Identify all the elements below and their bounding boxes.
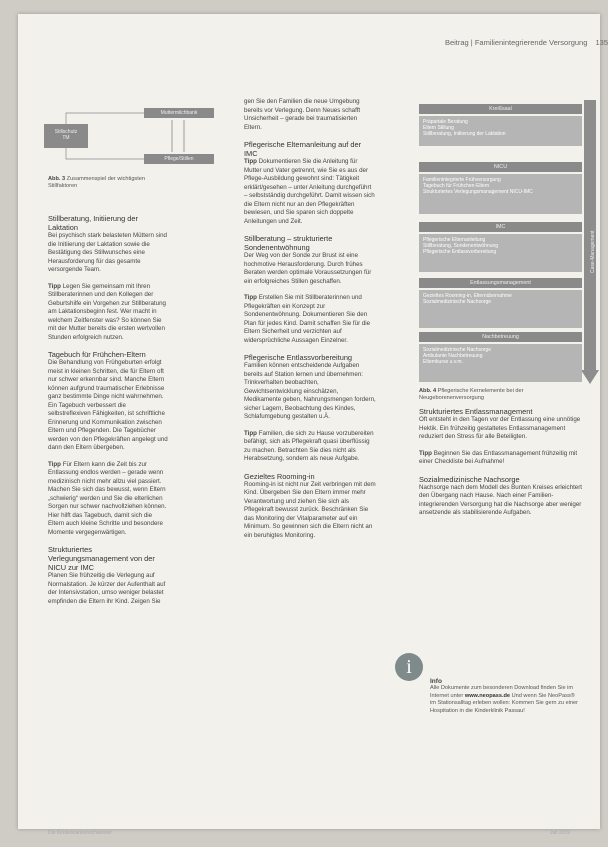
arrow-label: Case-Management xyxy=(590,230,596,273)
footer-right: Juli 2019 xyxy=(549,830,570,836)
tip-text: Familien, die sich zu Hause vorzubereiten befähigt, sich als Pflegekraft quasi überflüssig zu machen. Betrachten Sie dies nicht als Herabsetzung, sondern als neue Aufgabe. xyxy=(244,429,374,462)
tip-label: Tipp xyxy=(244,294,257,301)
heading-entlassvorbereitung: Pflegerische Entlassvorbereitung xyxy=(244,353,353,362)
stage-body xyxy=(419,290,582,328)
heading-elternanleitung: Pflegerische Elternanleitung auf der IMC xyxy=(244,140,362,158)
stage-text: Sozialmedizinische Nachsorge Ambulante Nachbetreuung Elternkurse u.v.m. xyxy=(423,347,492,366)
heading-rooming-in: Gezieltes Rooming-in xyxy=(244,471,315,481)
diagram-box-bottom: Pflege/Stillen xyxy=(144,154,214,164)
diagram-connectors xyxy=(44,98,224,168)
running-head xyxy=(318,38,608,47)
running-head-title: Beitrag | Familienintegrierende Versorgung xyxy=(444,38,588,47)
tip-label: Tipp xyxy=(419,449,432,457)
tip-text: Für Eltern kann die Zeit bis zur Entlassung endlos werden – gerade wenn medizinisch nicht mehr allzu viel passiert. Machen Sie sich das bewusst, wenn Eltern „schwierig“ werden und Sie die elterlichen Sorgen nur schwer nachvollziehen können. Hier hilft das Tagebuch, damit sich die Eltern auch kleine Schritte und besondere Momente vergegenwärtigen. xyxy=(48,460,167,536)
heading-tagebuch: Tagebuch für Frühchen-Eltern xyxy=(48,350,146,359)
stage-body xyxy=(419,174,582,214)
paragraph: gen Sie den Familien die neue Umgebung bereits vor Verlegung. Denn Neues schafft Unsicherheit – gerade bei traumatisierten Eltern. xyxy=(244,98,361,131)
stage-title: Entlassungsmanagement xyxy=(419,278,582,288)
paragraph: Familien können entscheidende Aufgaben bereits auf Station lernen und übernehmen: Trinkverhalten beobachten, Gewichtsentwicklung einschätzen, Medikamente geben, Nahrungsmengen fordern, sicher Lagern, Beobachtung des Kindes, Schlafumgebung gestalten u.Ä. xyxy=(244,362,376,420)
stage-body xyxy=(419,344,582,382)
page-number: 135 xyxy=(595,38,608,47)
info-title: Info xyxy=(430,678,442,685)
tip-label: Tipp xyxy=(244,158,257,165)
stage-body xyxy=(419,234,582,272)
paragraph: Nachsorge nach dem Modell des Bunten Kreises erleichtert den Übergang nach Hause. Nach einer Familien-integrierenden Versorgung hat die Nachsorge aber weniger ansetzende als stabilisierende Aufgaben. xyxy=(419,483,583,516)
paragraph: Die Behandlung von Frühgeburten erfolgt meist in kleinen Schritten, die für Eltern oft nur schwer erkennbar sind. Manche Eltern können aufgrund traumatischer Erlebnisse ganz bestimmte Dinge nicht wahrnehmen. Ein Tagebuch verbessert die selbstreflexiven Fähigkeiten, ist schriftliche Erinnerung und Kommunikation zwischen Eltern und Pflegenden. Die Tagebücher werden von den Pflegekräften angelegt und dann den Eltern übergeben. xyxy=(48,359,168,451)
stage-text: Pflegerische Elternanleitung Stillberatung, Sondenentwöhnung Pflegerische Entlassvorbereitung xyxy=(423,237,499,256)
stillfaktoren-diagram xyxy=(44,98,224,168)
paragraph: Rooming-in ist nicht nur Zeit verbringen mit dem Kind. Übergeben Sie den Eltern immer mehr Verantwortung und ziehen Sie sich als Pflegekraft bewusst zurück. Beschränken Sie das Monitoring der Vitalparameter auf ein Minimum. So gewinnen sich die Eltern nicht an ein beruhigtes Monitoring. xyxy=(244,480,376,539)
heading-nachsorge: Sozialmedizinische Nachsorge xyxy=(419,474,520,484)
tip-text: Legen Sie gemeinsam mit Ihren Stillberaterinnen und den Kollegen der Geburtshilfe ein Vorgehen zur Stillberatung am Laktationsbeginn fest. Wer macht in welchem Zeitfenster was? So können Sie mit der Mutter bereits die ersten wertvollen Stunden erfolgreich nutzen. xyxy=(48,282,166,341)
tip-label: Tipp xyxy=(48,282,61,290)
info-text: Alle Dokumente zum besonderen Download finden Sie im Internet unter xyxy=(430,685,574,699)
paragraph: Oft entsteht in den Tagen vor der Entlassung eine unnötige Hektik. Ein frühzeitig gestaltetes Entlassmanagement reduziert den Stress für alle Beteiligten. xyxy=(419,416,581,440)
figure-4-label: Abb. 4 xyxy=(419,388,437,394)
tip-text: Beginnen Sie das Entlassmanagement frühzeitig mit einer Checkliste bei Aufnahme! xyxy=(419,449,578,465)
tip-label: Tipp xyxy=(244,429,257,437)
case-management-flow xyxy=(419,98,597,383)
figure-4-caption xyxy=(419,388,589,402)
stage-title: Nachbetreuung xyxy=(419,332,582,342)
stage-text: Gezieltes Rooming-in, Elternübernahme Sozialmedizinische Nachsorge xyxy=(423,293,512,306)
info-url[interactable]: www.neopass.de xyxy=(464,692,511,699)
paragraph: Bei psychisch stark belasteten Müttern sind die Initiierung der Laktation sowie die Bestätigung des Stillwunsches eine Herausforderung für das gesamte versorgende Team. xyxy=(48,232,167,273)
diagram-box-top: Muttermilchbank xyxy=(144,108,214,118)
stage-title: IMC xyxy=(419,222,582,232)
heading-stillberatung: Stillberatung, Initiierung der Laktation xyxy=(48,214,138,232)
tip-label: Tipp xyxy=(48,460,61,468)
footer-left: Die Kinderkrankenschwester xyxy=(48,830,112,836)
info-box xyxy=(430,678,580,715)
column-1 xyxy=(48,214,168,614)
tip xyxy=(244,158,376,226)
tip-text: Dokumentieren Sie die Anleitung für Mutter und Vater getrennt, wie Sie es aus der Pflege-Ausbildung gewohnt sind: Tätigkeit erklärt/gesehen – unter Anleitung durchgeführt – selbstständig durchgeführt. Damit wissen sich die Eltern nicht nur an den Pflegekräften bewiesen, und Sie sparen sich doppelte Anleitungen und Zeit. xyxy=(244,158,375,225)
arrow-head-icon xyxy=(581,370,599,384)
diagram-box-left-line2: TM xyxy=(62,135,70,141)
heading-verlegungsmanagement: Strukturiertes Verlegungsmanagement von der NICU zur IMC xyxy=(48,545,155,572)
tip-text: Erstellen Sie mit Stillberaterinnen und Pflegekräften ein Konzept zur Sondenentwöhnung. Dokumentieren Sie den Plan für jedes Kind. Damit schaffen Sie für die Eltern Sicherheit und verzichten auf widersprüchliche Aussagen Einzelner. xyxy=(244,294,371,344)
heading-sondenentwoehnung: Stillberatung – strukturierte Sondenentwöhnung xyxy=(244,234,333,252)
stage-text: Präpartale Beratung Eltern Stillung Stillberatung, Initiierung der Laktation xyxy=(423,119,506,138)
paragraph: Planen Sie frühzeitig die Verlegung auf Normalstation. Je kürzer der Aufenthalt auf der Intensivstation, umso weniger belastet empfinden die Eltern ihr Kind. Zeigen Sie xyxy=(48,572,166,605)
figure-3-caption xyxy=(48,176,168,190)
document-page xyxy=(18,14,608,836)
tip xyxy=(244,430,376,464)
stage-text: Familienintegrierte Frühversorgung Tagebuch für Frühchen-Eltern Strukturiertes Verlegungsmanagement NICU-IMC xyxy=(423,177,533,196)
stage-title: Kreißsaal xyxy=(419,104,582,114)
figure-4-text: Pflegerische Kernelemente bei der Neugeborenenversorgung xyxy=(419,388,524,401)
figure-3-text: Zusammenspiel der wichtigsten Stillfaktoren xyxy=(48,176,146,189)
info-text-2: Und wenn Sie NeoPass® im Stationsalltag erleben wollen: Kommen Sie gern zu einer Hospitation in die Kinderklinik Passau! xyxy=(430,692,579,714)
column-2 xyxy=(244,98,376,548)
tip xyxy=(244,294,376,345)
heading-entlassmanagement: Strukturiertes Entlassmanagement xyxy=(419,407,533,416)
column-3 xyxy=(419,407,589,526)
stage-title: NICU xyxy=(419,162,582,172)
diagram-box-left-line1: Stillschutz xyxy=(54,129,78,135)
tip xyxy=(48,461,168,538)
tip xyxy=(419,450,589,467)
figure-3-label: Abb. 3 xyxy=(48,176,66,182)
tip xyxy=(48,283,168,343)
stage-body xyxy=(419,116,582,146)
paragraph: Der Weg von der Sonde zur Brust ist eine hochmotive Herausforderung. Durch frühes Beraten werden optimale Voraussetzungen für ein erfolgreiches Stillen geschaffen. xyxy=(244,252,372,285)
info-icon: i xyxy=(395,653,423,681)
